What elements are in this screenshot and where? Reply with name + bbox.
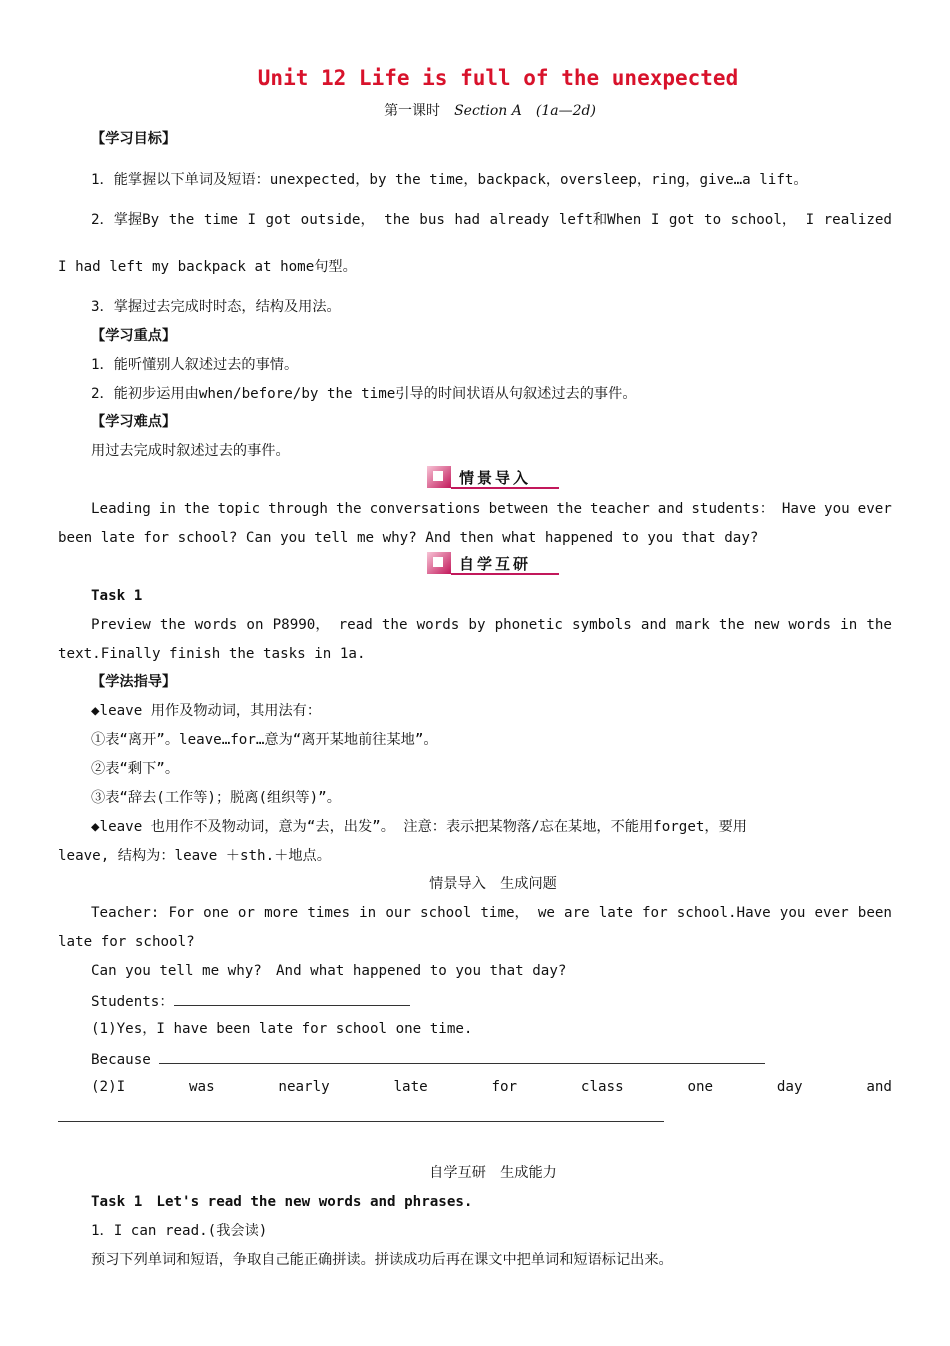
word: the bbox=[183, 501, 210, 517]
word: in bbox=[158, 501, 176, 517]
objective-3: 3．掌握过去完成时时态，结构及用法。 bbox=[91, 299, 341, 315]
word: and bbox=[640, 617, 667, 633]
word: nearly bbox=[278, 1079, 330, 1095]
word: late bbox=[598, 905, 633, 921]
word: late bbox=[393, 1079, 428, 1095]
word: school bbox=[420, 905, 472, 921]
difficulty-1: 用过去完成时叙述过去的事件。 bbox=[91, 443, 290, 459]
word: or bbox=[237, 905, 255, 921]
guide-use-3: ③表“辞去(工作等)；脱离(组织等)”。 bbox=[91, 790, 341, 806]
guide-leave-transitive: ◆leave 用作及物动词，其用法有： bbox=[91, 703, 322, 719]
word: words bbox=[416, 617, 460, 633]
word: teacher bbox=[589, 501, 650, 517]
guide-leave-intransitive-line2: leave, 结构为：leave ＋sth.＋地点。 bbox=[58, 848, 331, 864]
word: the bbox=[556, 501, 582, 517]
word: bus bbox=[419, 212, 445, 228]
word: I bbox=[650, 212, 660, 228]
word: the bbox=[168, 212, 195, 228]
word: topic bbox=[217, 501, 261, 517]
word: between bbox=[488, 501, 549, 517]
word: one bbox=[687, 1079, 714, 1095]
word: Teacher: bbox=[91, 905, 160, 921]
answer-1: (1)Yes，I have been late for school one time. bbox=[91, 1021, 473, 1037]
lesson-number: 第一课时 bbox=[384, 103, 441, 119]
answer-2-line bbox=[91, 1076, 892, 1098]
word: the bbox=[159, 617, 186, 633]
word: ever bbox=[857, 501, 892, 517]
word: (2)I bbox=[91, 1079, 126, 1095]
word: the bbox=[384, 212, 410, 228]
word: mark bbox=[675, 617, 710, 633]
word: got bbox=[668, 212, 695, 228]
word: words bbox=[788, 617, 832, 633]
word: for bbox=[642, 905, 668, 921]
objective-2-line2: I had left my backpack at home句型。 bbox=[58, 259, 357, 275]
banner-self-study bbox=[425, 550, 559, 576]
word: P8990， bbox=[272, 617, 330, 633]
intro-line2: been late for school? Can you tell me why? And then what happened to you that day? bbox=[58, 530, 759, 546]
word: ever bbox=[814, 905, 849, 921]
word: the bbox=[381, 617, 408, 633]
word: already bbox=[489, 212, 550, 228]
word: students： bbox=[691, 501, 774, 517]
because-label: Because bbox=[91, 1052, 151, 1068]
word: been bbox=[857, 905, 892, 921]
task1-heading: Task 1 bbox=[91, 588, 143, 604]
guide-use-1: ①表“离开”。leave…for…意为“离开某地前往某地”。 bbox=[91, 732, 438, 748]
students-answer-blank[interactable] bbox=[174, 989, 410, 1006]
word: the bbox=[866, 617, 892, 633]
difficulties-heading: 【学习难点】 bbox=[91, 414, 177, 430]
lesson-subtitle bbox=[0, 100, 950, 120]
word: outside， bbox=[300, 212, 375, 228]
word: left和When bbox=[558, 212, 642, 228]
word: got bbox=[265, 212, 292, 228]
section-range: (1a—2d) bbox=[535, 103, 596, 119]
word: the bbox=[718, 617, 745, 633]
word: and bbox=[657, 501, 684, 517]
objective-2-line1 bbox=[91, 209, 892, 231]
word: school， bbox=[730, 212, 797, 228]
students-label: Students： bbox=[91, 994, 174, 1010]
word: you bbox=[779, 905, 806, 921]
word: had bbox=[454, 212, 481, 228]
intro-line1 bbox=[91, 498, 892, 520]
banner-scenario bbox=[425, 464, 559, 490]
word: our bbox=[385, 905, 411, 921]
word: read bbox=[338, 617, 373, 633]
study-item-1: 1．I can read.(我会读) bbox=[91, 1223, 268, 1239]
teacher-line3: Can you tell me why? And what happened to you that day? bbox=[91, 963, 567, 979]
guide-heading: 【学法指导】 bbox=[91, 674, 177, 690]
word: Leading bbox=[91, 501, 151, 517]
task1-line1 bbox=[91, 614, 892, 636]
guide-use-2: ②表“剩下”。 bbox=[91, 761, 180, 777]
teacher-line2: late for school? bbox=[58, 934, 195, 950]
word: was bbox=[188, 1079, 215, 1095]
unit-title: Unit 12 Life is full of the unexpected bbox=[257, 66, 739, 90]
word: class bbox=[580, 1079, 624, 1095]
word: we bbox=[537, 905, 555, 921]
word: you bbox=[824, 501, 850, 517]
section-study-heading: 自学互研 生成能力 bbox=[429, 1165, 557, 1181]
word: time bbox=[203, 212, 238, 228]
word: Preview bbox=[91, 617, 151, 633]
section-prefix: Section A bbox=[454, 103, 522, 119]
word: by bbox=[468, 617, 486, 633]
word: times bbox=[307, 905, 351, 921]
teacher-line1 bbox=[91, 902, 892, 924]
word: to bbox=[704, 212, 722, 228]
word: words bbox=[194, 617, 238, 633]
word: and bbox=[866, 1079, 892, 1095]
word: one bbox=[203, 905, 229, 921]
task1-line2: text.Finally finish the tasks in 1a. bbox=[58, 646, 366, 662]
because-line bbox=[91, 1047, 765, 1071]
word: the bbox=[335, 501, 362, 517]
word: through bbox=[268, 501, 328, 517]
word: new bbox=[753, 617, 780, 633]
section-intro-heading: 情景导入 生成问题 bbox=[429, 876, 557, 892]
word: phonetic bbox=[494, 617, 563, 633]
word: on bbox=[246, 617, 264, 633]
answer-2-blank[interactable] bbox=[58, 1121, 664, 1122]
students-line bbox=[91, 989, 410, 1013]
study-task-heading: Task 1 Let's read the new words and phrases. bbox=[91, 1194, 473, 1210]
word: I bbox=[247, 212, 257, 228]
key-point-2: 2．能初步运用由when/before/by the time引导的时间状语从句叙述过去的事件。 bbox=[91, 386, 637, 402]
word: Have bbox=[781, 501, 817, 517]
objectives-heading: 【学习目标】 bbox=[91, 131, 177, 147]
word: day bbox=[776, 1079, 803, 1095]
word: in bbox=[359, 905, 377, 921]
objective-1: 1．能掌握以下单词及短语：unexpected，by the time，backpack，oversleep，ring，give…a lift。 bbox=[91, 172, 808, 188]
word: are bbox=[564, 905, 590, 921]
word: For bbox=[168, 905, 195, 921]
word: 2．掌握By bbox=[91, 212, 160, 228]
word: realized bbox=[823, 212, 892, 228]
key-point-1: 1．能听懂别人叙述过去的事情。 bbox=[91, 357, 299, 373]
study-instruction: 预习下列单词和短语，争取自己能正确拼读。拼读成功后再在课文中把单词和短语标记出来。 bbox=[91, 1252, 673, 1268]
word: more bbox=[264, 905, 299, 921]
guide-leave-intransitive-line1: ◆leave 也用作不及物动词，意为“去，出发”。 注意：表示把某物落/忘在某地，不能用forget，要用 bbox=[91, 819, 747, 835]
key-points-heading: 【学习重点】 bbox=[91, 328, 177, 344]
word: school.Have bbox=[676, 905, 771, 921]
word: conversations bbox=[369, 501, 481, 517]
word: I bbox=[805, 212, 815, 228]
word: time， bbox=[480, 905, 529, 921]
banner-scenario-label: 情景导入 bbox=[459, 469, 532, 487]
banner-self-study-label: 自学互研 bbox=[459, 555, 532, 573]
word: for bbox=[491, 1079, 518, 1095]
word: symbols bbox=[572, 617, 632, 633]
word: in bbox=[840, 617, 858, 633]
because-answer-blank[interactable] bbox=[159, 1047, 765, 1064]
